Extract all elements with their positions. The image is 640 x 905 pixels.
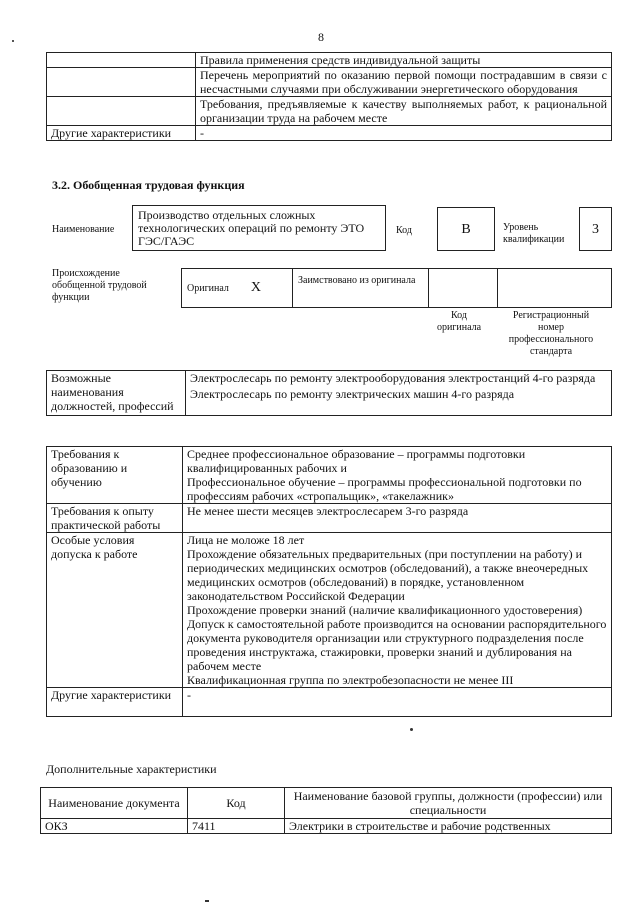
reg-number-cell	[498, 269, 612, 308]
table-cell-value: -	[196, 126, 612, 141]
position-item: Электрослесарь по ремонту электрических машин 4-го разряда	[190, 387, 515, 401]
name-label: Наименование	[52, 224, 115, 235]
requirement-label: Другие характеристики	[47, 688, 183, 717]
requirement-values	[183, 688, 612, 717]
column-header: Код	[188, 788, 285, 819]
table-row	[47, 447, 612, 504]
table-cell-value: Правила применения средств индивидуальной защиты	[196, 53, 612, 68]
table-row	[47, 533, 612, 688]
borrowed-cell	[293, 269, 429, 308]
requirement-value: Лица не моложе 18 лет	[187, 533, 305, 547]
requirement-value: Не менее шести месяцев электрослесарем 3-го разряда	[187, 504, 469, 518]
table-cell: ОКЗ	[41, 819, 188, 834]
table-cell-label	[47, 68, 196, 97]
positions-label: Возможные наименования должностей, профессий	[47, 371, 186, 416]
requirement-values	[183, 533, 612, 688]
code-original-caption: Код оригинала	[436, 310, 482, 333]
table-cell-value: Требования, предъявляемые к качеству выполняемых работ, к рациональной организации труда на рабочем месте	[196, 97, 612, 126]
requirement-value: Прохождение обязательных предварительных (при поступлении на работу) и периодических медицинских осмотров (обследований), а также внеочередных медицинских осмотров (обследований) в порядке, установленном законодательством Российской Федерации	[187, 547, 589, 603]
requirement-values	[183, 504, 612, 533]
positions-values	[186, 371, 612, 416]
requirement-value: Профессиональное обучение – программы профессиональной подготовки по профессиям рабочих «стропальщик», «такелажник»	[187, 475, 582, 503]
code-original-cell	[429, 269, 498, 308]
table-row	[47, 126, 612, 141]
original-cell	[182, 269, 293, 308]
requirement-label: Особые условия допуска к работе	[47, 533, 183, 688]
borrowed-label: Заимствовано из оригинала	[298, 275, 416, 286]
table-row	[182, 269, 612, 308]
section-heading: 3.2. Обобщенная трудовая функция	[52, 178, 245, 192]
original-label: Оригинал	[187, 283, 229, 294]
requirement-value: Квалификационная группа по электробезопасности не менее III	[187, 673, 514, 687]
table-header-row	[41, 788, 612, 819]
requirements-table	[46, 446, 612, 717]
additional-heading: Дополнительные характеристики	[46, 762, 217, 776]
position-item: Электрослесарь по ремонту электрооборудования электростанций 4-го разряда	[190, 371, 596, 385]
table-row	[47, 371, 612, 416]
table-row	[47, 688, 612, 717]
positions-table	[46, 370, 612, 416]
table-row	[47, 53, 612, 68]
scan-speck	[410, 728, 413, 731]
scan-speck	[205, 900, 209, 902]
requirement-values	[183, 447, 612, 504]
function-name-box: Производство отдельных сложных технологических операций по ремонту ЭТО ГЭС/ГАЭС	[132, 205, 386, 251]
table-cell-label	[47, 53, 196, 68]
requirement-value: -	[187, 688, 191, 702]
scan-speck	[12, 40, 14, 42]
origin-table	[181, 268, 612, 308]
origin-label: Происхождение обобщенной трудовой функции	[52, 268, 147, 303]
level-label: Уровень квалификации	[503, 222, 565, 245]
original-mark: X	[250, 280, 262, 295]
table-row	[47, 68, 612, 97]
table-row	[41, 819, 612, 834]
page-number: 8	[318, 30, 324, 44]
requirement-label: Требования к образованию и обучению	[47, 447, 183, 504]
reg-number-caption: Регистрационный номер профессионального стандарта	[508, 310, 594, 357]
code-label: Код	[396, 225, 412, 236]
top-table	[46, 52, 612, 141]
requirement-value: Среднее профессиональное образование – программы подготовки квалифицированных рабочих и	[187, 447, 526, 475]
column-header: Наименование базовой группы, должности (профессии) или специальности	[285, 788, 612, 819]
column-header: Наименование документа	[41, 788, 188, 819]
table-row	[47, 97, 612, 126]
table-row	[47, 504, 612, 533]
table-cell: 7411	[188, 819, 285, 834]
requirement-value: Допуск к самостоятельной работе производится на основании распорядительного документа руководителя организации или структурного подразделения после проведения инструктажа, стажировки, проверки знаний и дублирования на рабочем месте	[187, 617, 607, 673]
table-cell: Электрики в строительстве и рабочие родственных	[285, 819, 612, 834]
table-cell-value: Перечень мероприятий по оказанию первой помощи пострадавшим в связи с несчастными случаями при обслуживании энергетического оборудования	[196, 68, 612, 97]
level-value-box: 3	[579, 207, 612, 251]
additional-table	[40, 787, 612, 834]
requirement-value: Прохождение проверки знаний (наличие квалификационного удостоверения)	[187, 603, 583, 617]
requirement-label: Требования к опыту практической работы	[47, 504, 183, 533]
table-cell-label	[47, 97, 196, 126]
code-value-box: B	[437, 207, 495, 251]
table-cell-label: Другие характеристики	[47, 126, 196, 141]
